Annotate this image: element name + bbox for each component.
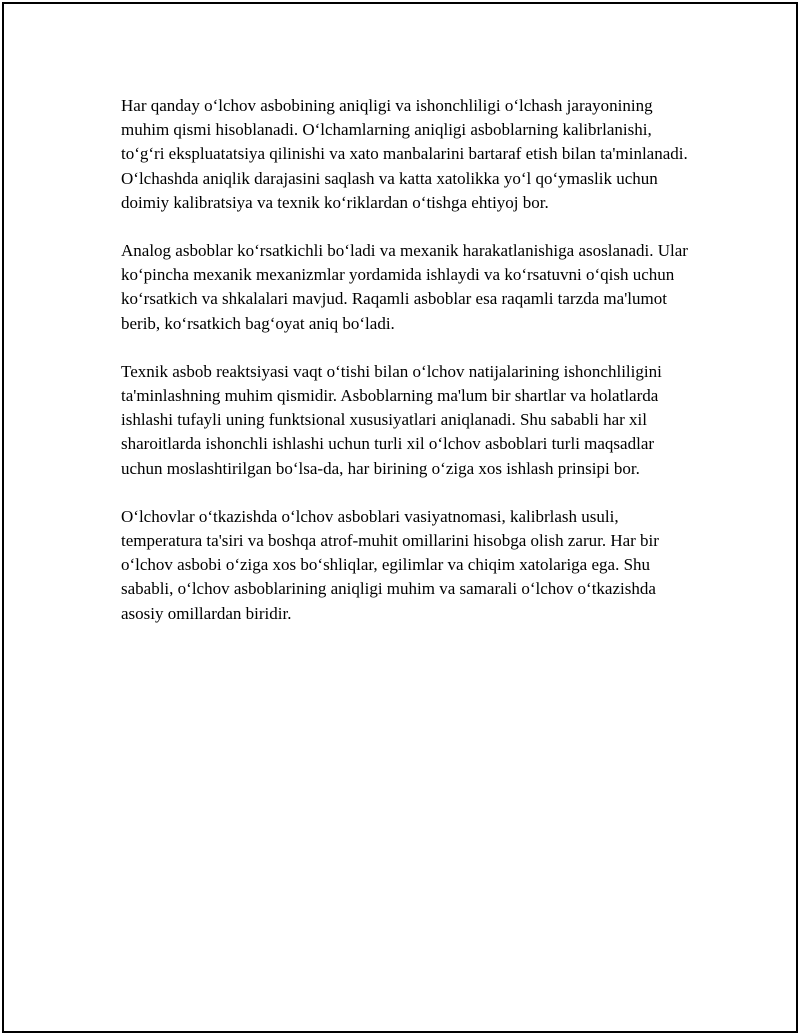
page-border (2, 2, 798, 1033)
paragraph-3: Texnik asbob reaktsiyasi vaqt oʻtishi bilan oʻlchov natijalarining ishonchliligini ta'minlashning muhim qismidir. Asboblarning ma'lum bir shartlar va holatlarda ishlashi tufayli uning funktsional xususiyatlari aniqlanadi. Shu sababli har xil sharoitlarda ishonchli ishlashi uchun turli xil oʻlchov asboblari turli maqsadlar uchun moslashtirilgan boʻlsa-da, har birining oʻziga xos ishlash prinsipi bor. (121, 361, 662, 478)
paragraph-2: Analog asboblar koʻrsatkichli boʻladi va mexanik harakatlanishiga asoslanadi. Ular koʻpincha mexanik mexanizmlar yordamida ishlaydi va koʻrsatuvni oʻqish uchun koʻrsatkich va shkalalari mavjud. Raqamli asboblar esa raqamli tarzda ma'lumot berib, koʻrsatkich bagʻoyat aniq boʻladi. (121, 241, 688, 333)
document-body (121, 94, 696, 650)
paragraph-4: Oʻlchovlar oʻtkazishda oʻlchov asboblari vasiyatnomasi, kalibrlash usuli, temperatura ta'siri va boshqa atrof-muhit omillarini hisobga olish zarur. Har bir oʻlchov asbobi oʻziga xos boʻshliqlar, egilimlar va chiqim xatolariga ega. Shu sababli, oʻlchov asboblarining aniqligi muhim va samarali oʻlchov oʻtkazishda asosiy omillardan biridir. (121, 506, 659, 623)
paragraph-1: Har qanday oʻlchov asbobining aniqligi va ishonchliligi oʻlchash jarayonining muhim qismi hisoblanadi. Oʻlchamlarning aniqligi asboblarning kalibrlanishi, toʻgʻri ekspluatatsiya qilinishi va xato manbalarini bartaraf etish bilan ta'minlanadi. Oʻlchashda aniqlik darajasini saqlash va katta xatolikka yoʻl qoʻymaslik uchun doimiy kalibratsiya va texnik koʻriklardan oʻtishga ehtiyoj bor. (121, 96, 688, 212)
